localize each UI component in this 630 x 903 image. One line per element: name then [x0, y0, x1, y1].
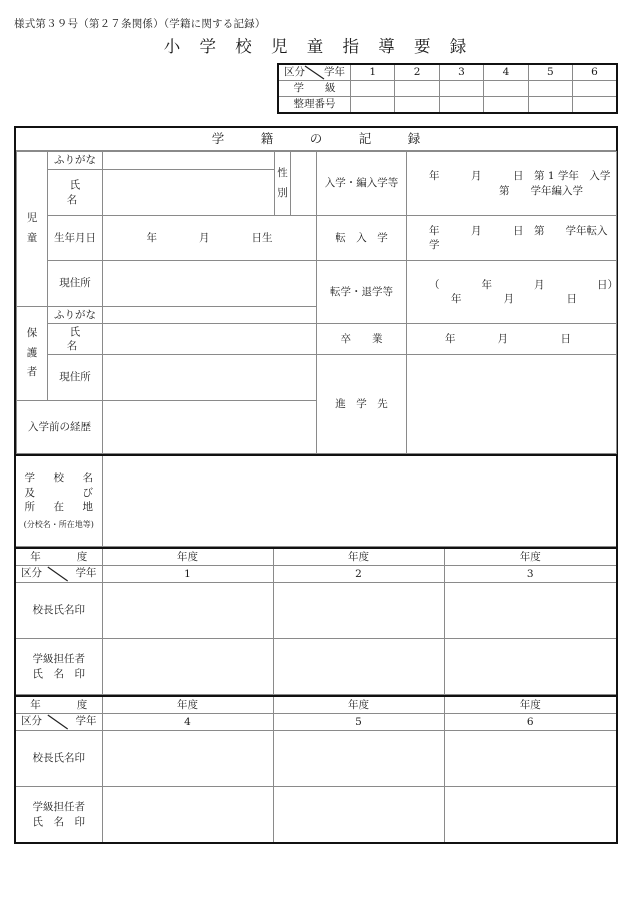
pre-entry-value[interactable] — [103, 401, 317, 454]
grade-corner-cell — [278, 64, 351, 81]
section-title-gakuseki: 学 籍 の 記 録 — [16, 128, 616, 151]
principal-value-2-1[interactable] — [102, 731, 273, 787]
gender-label — [275, 152, 291, 216]
school-label-line-1: 学 校 名 — [24, 472, 97, 485]
school-info-table — [16, 454, 616, 547]
guardian-name-value[interactable] — [103, 324, 317, 355]
grade-header-4: 4 — [484, 64, 528, 81]
year-corner-left-2: 区分 — [21, 715, 42, 727]
entry-value-0-line2: 第 学年編入学 — [499, 184, 583, 197]
year-value-1-3[interactable]: 年度 — [444, 548, 616, 566]
entry-label-2: 転学・退学等 — [317, 261, 407, 324]
year-corner-left-1: 区分 — [21, 567, 42, 579]
year-grade-1-1: 1 — [102, 566, 273, 583]
table-row — [16, 639, 616, 695]
table-row — [17, 261, 617, 307]
class-cell-1[interactable] — [351, 81, 395, 97]
table-row — [16, 548, 616, 566]
year-value-2-2[interactable]: 年度 — [273, 696, 444, 714]
principal-value-1-1[interactable] — [102, 583, 273, 639]
entry-label-4: 進 学 先 — [317, 355, 407, 454]
child-furigana-value[interactable] — [103, 152, 275, 170]
table-row — [16, 583, 616, 639]
table-row — [16, 714, 616, 731]
year-corner-cell-1 — [16, 566, 102, 583]
guardian-address-value[interactable] — [103, 355, 317, 401]
class-cell-4[interactable] — [484, 81, 528, 97]
teacher-label-1 — [16, 639, 102, 695]
school-label-line-2: 及 び — [24, 486, 97, 499]
year-grade-1-3: 3 — [444, 566, 616, 583]
entry-value-1[interactable]: 年 月 日 第 学年転入学 — [407, 216, 617, 261]
child-group-char-2: 童 — [26, 232, 38, 244]
serial-cell-5[interactable] — [528, 97, 572, 114]
guardian-group-char-1: 保 — [26, 326, 38, 339]
school-value[interactable] — [102, 455, 616, 547]
year-block-table-2 — [16, 695, 616, 842]
child-birth-label: 生年月日 — [48, 216, 103, 261]
guardian-furigana-label: ふりがな — [48, 307, 103, 324]
entry-value-2[interactable] — [407, 261, 617, 324]
gender-value[interactable] — [291, 152, 317, 216]
entry-label-1: 転 入 学 — [317, 216, 407, 261]
serial-cell-2[interactable] — [395, 97, 439, 114]
guardian-group-char-3: 者 — [26, 366, 38, 379]
grade-index-table — [277, 63, 618, 114]
page-title: 小 学 校 児 童 指 導 要 録 — [163, 37, 474, 56]
class-cell-2[interactable] — [395, 81, 439, 97]
serial-cell-4[interactable] — [484, 97, 528, 114]
teacher-label-1-line2: 氏 名 印 — [32, 667, 85, 680]
principal-value-2-2[interactable] — [273, 731, 444, 787]
serial-cell-6[interactable] — [573, 97, 617, 114]
teacher-label-2-line2: 氏 名 印 — [32, 815, 85, 828]
teacher-value-1-3[interactable] — [444, 639, 616, 695]
teacher-label-1-line1: 学級担任者 — [32, 653, 85, 666]
principal-label-2: 校長氏名印 — [16, 731, 102, 787]
entry-value-2-line1: （ 年 月 日） — [429, 278, 618, 291]
guardian-group-label — [17, 307, 48, 401]
school-label-line-3: 所 在 地 — [24, 500, 97, 513]
child-furigana-label: ふりがな — [48, 152, 103, 170]
child-address-label: 現住所 — [48, 261, 103, 307]
grade-header-3: 3 — [439, 64, 483, 81]
year-value-2-1[interactable]: 年度 — [102, 696, 273, 714]
grade-header-1: 1 — [351, 64, 395, 81]
pre-entry-label: 入学前の経歴 — [17, 401, 103, 454]
child-group-label — [17, 152, 48, 307]
year-grade-2-1: 4 — [102, 714, 273, 731]
principal-value-2-3[interactable] — [444, 731, 616, 787]
grade-corner-right: 学年 — [324, 66, 345, 78]
guardian-group-char-2: 護 — [26, 346, 38, 359]
entry-value-0[interactable] — [407, 152, 617, 216]
entry-value-0-line1: 年 月 日 第 1 学年 入学 — [429, 170, 611, 183]
table-row — [278, 81, 617, 97]
class-cell-6[interactable] — [573, 81, 617, 97]
teacher-value-2-1[interactable] — [102, 787, 273, 843]
child-group-char-1: 児 — [26, 212, 38, 225]
year-corner-right-2: 学年 — [75, 715, 97, 727]
serial-row-label: 整理番号 — [278, 97, 351, 114]
grade-corner-left: 区分 — [284, 66, 305, 78]
guardian-name-label: 氏 名 — [48, 324, 103, 355]
principal-label-1: 校長氏名印 — [16, 583, 102, 639]
entry-label-0: 入学・編入学等 — [317, 152, 407, 216]
teacher-value-1-1[interactable] — [102, 639, 273, 695]
table-row — [278, 97, 617, 114]
year-grade-2-2: 5 — [273, 714, 444, 731]
teacher-value-2-3[interactable] — [444, 787, 616, 843]
serial-cell-3[interactable] — [439, 97, 483, 114]
year-value-1-2[interactable]: 年度 — [273, 548, 444, 566]
class-row-label: 学 級 — [278, 81, 351, 97]
entry-value-2-line2: 年 月 日 — [451, 293, 577, 305]
year-label-2: 年 度 — [16, 696, 102, 714]
entry-value-4[interactable] — [407, 355, 617, 454]
child-address-value[interactable] — [103, 261, 317, 307]
year-grade-1-2: 2 — [273, 566, 444, 583]
year-value-2-3[interactable]: 年度 — [444, 696, 616, 714]
year-grade-2-3: 6 — [444, 714, 616, 731]
child-name-label: 氏 名 — [48, 170, 103, 216]
table-row — [16, 787, 616, 843]
school-label-note: (分校名・所在地等) — [23, 519, 94, 529]
grade-header-6: 6 — [573, 64, 617, 81]
teacher-value-2-2[interactable] — [273, 787, 444, 843]
grade-header-2: 2 — [395, 64, 439, 81]
year-corner-cell-2 — [16, 714, 102, 731]
record-frame — [14, 126, 618, 844]
entry-label-3: 卒 業 — [317, 324, 407, 355]
guardian-furigana-value[interactable] — [103, 307, 317, 324]
table-row — [16, 455, 616, 547]
year-block-table-1 — [16, 547, 616, 695]
year-label-1: 年 度 — [16, 548, 102, 566]
table-row — [278, 64, 617, 81]
table-row — [17, 152, 617, 170]
teacher-label-2-line1: 学級担任者 — [32, 801, 85, 814]
entry-value-3[interactable]: 年 月 日 — [407, 324, 617, 355]
principal-value-1-3[interactable] — [444, 583, 616, 639]
child-birth-value[interactable]: 年 月 日生 — [103, 216, 317, 261]
table-row — [16, 731, 616, 787]
gakuseki-table — [16, 151, 617, 454]
teacher-value-1-2[interactable] — [273, 639, 444, 695]
teacher-label-2 — [16, 787, 102, 843]
child-name-value[interactable] — [103, 170, 275, 216]
table-row — [16, 566, 616, 583]
class-cell-5[interactable] — [528, 81, 572, 97]
table-row — [17, 355, 617, 401]
guardian-address-label: 現住所 — [48, 355, 103, 401]
year-value-1-1[interactable]: 年度 — [102, 548, 273, 566]
gender-char-2: 別 — [277, 186, 288, 199]
table-row — [16, 696, 616, 714]
serial-cell-1[interactable] — [351, 97, 395, 114]
principal-value-1-2[interactable] — [273, 583, 444, 639]
school-label — [16, 455, 102, 547]
class-cell-3[interactable] — [439, 81, 483, 97]
form-code-label: 様式第３９号（第２７条関係）（学籍に関する記録） — [14, 18, 266, 30]
table-row — [17, 324, 617, 355]
year-corner-right-1: 学年 — [75, 567, 97, 579]
grade-header-5: 5 — [528, 64, 572, 81]
table-row — [17, 216, 617, 261]
gender-char-1: 性 — [277, 166, 288, 179]
